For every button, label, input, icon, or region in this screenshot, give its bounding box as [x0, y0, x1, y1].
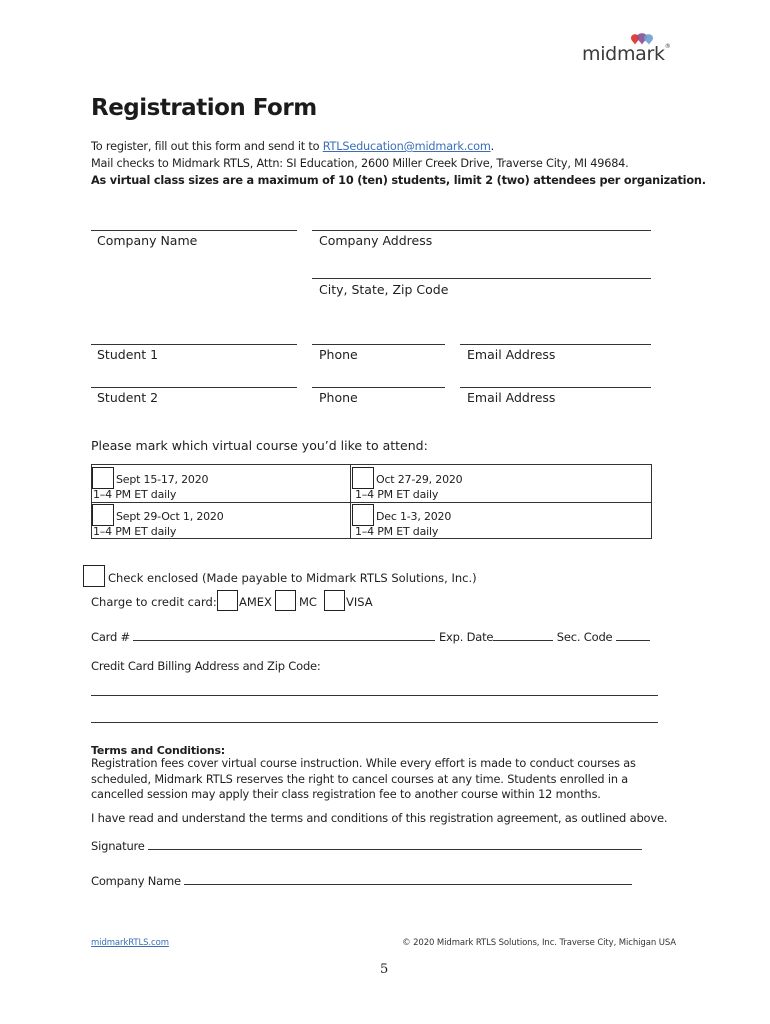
card-number-label: Card # [91, 630, 130, 644]
card-number-field[interactable] [133, 629, 435, 641]
billing-address-label: Credit Card Billing Address and Zip Code: [91, 659, 321, 673]
company-name-sign-field[interactable] [184, 873, 632, 885]
visa-label: VISA [346, 595, 373, 609]
terms-agreement: I have read and understand the terms and conditions of this registration agreement, as outlined above. [91, 811, 668, 825]
sec-code-label: Sec. Code [556, 630, 613, 644]
course-3-time: 1–4 PM ET daily [93, 525, 177, 538]
website-link[interactable]: midmarkRTLS.com [91, 938, 169, 948]
exp-date-label: Exp. Date [438, 630, 494, 644]
student-2-email-field[interactable] [460, 387, 651, 388]
check-enclosed-checkbox[interactable] [83, 565, 105, 587]
company-name-sign-row [91, 873, 632, 888]
billing-address-field-1[interactable] [91, 695, 658, 696]
student-2-phone-field[interactable] [312, 387, 445, 388]
visa-checkbox[interactable] [324, 590, 345, 611]
student-2-email-label: Email Address [467, 390, 556, 405]
signature-label: Signature [91, 839, 145, 853]
course-1-date: Sept 15-17, 2020 [116, 473, 209, 486]
course-4-checkbox[interactable] [352, 504, 374, 526]
course-2-time: 1–4 PM ET daily [355, 488, 439, 501]
course-2-checkbox[interactable] [352, 467, 374, 489]
billing-address-field-2[interactable] [91, 722, 658, 723]
trademark-symbol: ® [664, 43, 671, 50]
logo-text: midmark [582, 43, 665, 65]
intro-line [91, 138, 494, 155]
signature-field[interactable] [148, 838, 642, 850]
attendance-notice: As virtual class sizes are a maximum of 10 (ten) students, limit 2 (two) attendees per organization. [91, 174, 706, 187]
course-table-row-divider [91, 502, 652, 503]
mail-line: Mail checks to Midmark RTLS, Attn: SI Education, 2600 Miller Creek Drive, Traverse City, MI 49684. [91, 157, 629, 170]
page-number: 5 [380, 962, 389, 977]
course-3-date: Sept 29-Oct 1, 2020 [116, 510, 224, 523]
student-1-email-field[interactable] [460, 344, 651, 345]
course-1-time: 1–4 PM ET daily [93, 488, 177, 501]
student-1-phone-field[interactable] [312, 344, 445, 345]
course-prompt: Please mark which virtual course you’d like to attend: [91, 438, 428, 453]
mc-checkbox[interactable] [275, 590, 296, 611]
copyright-text: © 2020 Midmark RTLS Solutions, Inc. Traverse City, Michigan USA [402, 938, 676, 948]
midmark-logo [582, 30, 677, 66]
intro-suffix: . [490, 140, 495, 153]
check-enclosed-label: Check enclosed (Made payable to Midmark RTLS Solutions, Inc.) [108, 571, 477, 585]
course-4-date: Dec 1-3, 2020 [376, 510, 452, 523]
student-2-label: Student 2 [97, 390, 159, 405]
student-1-name-field[interactable] [91, 344, 297, 345]
student-1-email-label: Email Address [467, 347, 556, 362]
student-2-phone-label: Phone [319, 390, 358, 405]
amex-checkbox[interactable] [217, 590, 238, 611]
course-1-checkbox[interactable] [92, 467, 114, 489]
student-1-phone-label: Phone [319, 347, 358, 362]
city-state-zip-field[interactable] [312, 278, 651, 279]
student-2-name-field[interactable] [91, 387, 297, 388]
city-state-zip-label: City, State, Zip Code [319, 282, 449, 297]
company-name-field[interactable] [91, 230, 297, 231]
company-address-label: Company Address [319, 233, 433, 248]
amex-label: AMEX [239, 595, 272, 609]
company-name-label: Company Name [97, 233, 198, 248]
company-name-sign-label: Company Name [91, 874, 181, 888]
course-4-time: 1–4 PM ET daily [355, 525, 439, 538]
page-title: Registration Form [91, 95, 317, 121]
company-address-field[interactable] [312, 230, 651, 231]
registration-email-link[interactable]: RTLSeducation@midmark.com [322, 140, 491, 153]
terms-heading: Terms and Conditions: [91, 744, 225, 757]
signature-row [91, 838, 642, 853]
course-2-date: Oct 27-29, 2020 [376, 473, 463, 486]
course-3-checkbox[interactable] [92, 504, 114, 526]
terms-body: Registration fees cover virtual course instruction. While every effort is made to conduct courses as scheduled, Midmark RTLS reserves the right to cancel courses at any time. Students enrolled in a cancelled session may apply their class registration fee to another course within 12 months. [91, 757, 636, 801]
student-1-label: Student 1 [97, 347, 159, 362]
mc-label: MC [299, 595, 317, 609]
sec-code-field[interactable] [616, 629, 650, 641]
card-number-row [91, 629, 650, 644]
intro-text: To register, fill out this form and send it to [91, 140, 323, 153]
charge-credit-label: Charge to credit card: [91, 595, 217, 609]
exp-date-field[interactable] [493, 629, 553, 641]
